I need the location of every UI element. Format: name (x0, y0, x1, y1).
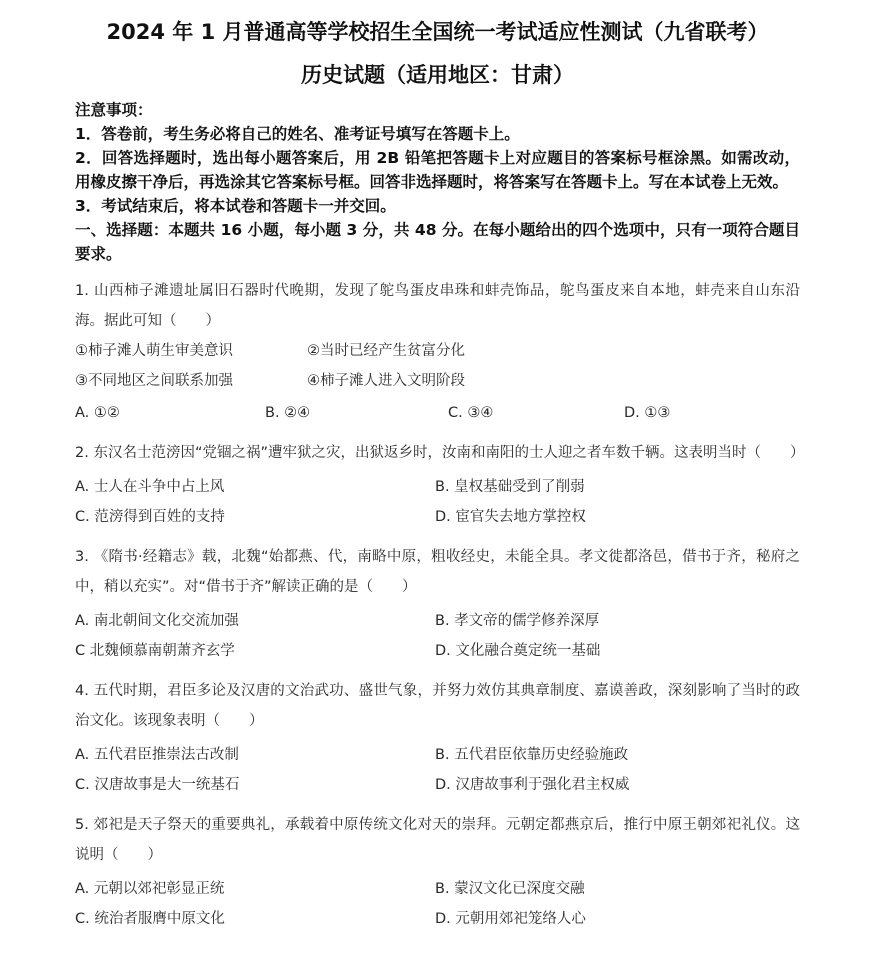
question-1-options (75, 398, 800, 428)
notice-item-3: 3．考试结束后，将本试卷和答题卡一并交回。 (75, 197, 396, 215)
notice-item-1: 1．答卷前，考生务必将自己的姓名、准考证号填写在答题卡上。 (75, 125, 520, 143)
option-a: A. 士人在斗争中占上风 (75, 479, 225, 495)
option-b: B. 皇权基础受到了削弱 (435, 479, 585, 495)
option-c: C. 汉唐故事是大一统基石 (75, 777, 240, 793)
option-c: C. 范滂得到百姓的支持 (75, 509, 225, 525)
question-5-options (75, 874, 800, 934)
question-1 (75, 276, 800, 428)
question-3-options (75, 606, 800, 666)
suboption-1: ①柿子滩人萌生审美意识 (75, 343, 233, 359)
option-c: C. ③④ (448, 405, 494, 421)
option-d: D. 宦官失去地方掌控权 (435, 509, 586, 525)
question-4 (75, 676, 800, 800)
question-2 (75, 438, 805, 532)
notice-item-2: 2．回答选择题时，选出每小题答案后，用 2B 铅笔把答题卡上对应题目的答案标号框涂黑。如需改动，用橡皮擦干净后，再选涂其它答案标号框。回答非选择题时，将答案写在答题卡上。写在本试卷上无效。 (75, 149, 800, 191)
suboption-4: ④柿子滩人进入文明阶段 (307, 373, 465, 389)
question-5 (75, 810, 800, 934)
option-a: A. ①② (75, 405, 120, 421)
notice-section (75, 98, 800, 218)
option-c: C 北魏倾慕南朝萧齐玄学 (75, 643, 235, 659)
option-d: D. 文化融合奠定统一基础 (435, 643, 601, 659)
option-b: B. 蒙汉文化已深度交融 (435, 881, 585, 897)
option-b: B. 五代君臣依靠历史经验施政 (435, 747, 629, 763)
question-4-options (75, 740, 800, 800)
option-d: D. 汉唐故事利于强化君主权威 (435, 777, 630, 793)
paper-subtitle: 历史试题（适用地区：甘肃） (301, 63, 574, 87)
question-2-stem: 2. 东汉名士范滂因“党锢之祸”遭牢狱之灾，出狱返乡时，汝南和南阳的士人迎之者车数千辆。这表明当时（ ） (75, 445, 805, 461)
option-a: A. 元朝以郊祀彰显正统 (75, 881, 225, 897)
option-b: B. 孝文帝的儒学修养深厚 (435, 613, 600, 629)
suboption-3: ③不同地区之间联系加强 (75, 373, 233, 389)
option-a: A. 五代君臣推崇法古改制 (75, 747, 239, 763)
question-1-suboptions (75, 336, 800, 396)
option-a: A. 南北朝间文化交流加强 (75, 613, 239, 629)
question-3 (75, 542, 800, 666)
question-3-stem: 3. 《隋书·经籍志》载，北魏“始都燕、代，南略中原，粗收经史，未能全具。孝文徙都洛邑，借书于齐，秘府之中，稍以充实”。对“借书于齐”解读正确的是（ ） (75, 549, 800, 595)
notice-heading: 注意事项： (75, 101, 153, 119)
option-d: D. ①③ (624, 405, 671, 421)
question-2-options (75, 472, 800, 532)
suboption-2: ②当时已经产生贫富分化 (307, 343, 465, 359)
question-1-stem: 1. 山西柿子滩遗址属旧石器时代晚期，发现了鸵鸟蛋皮串珠和蚌壳饰品，鸵鸟蛋皮来自本地，蚌壳来自山东沿海。据此可知（ ） (75, 283, 800, 329)
section-heading: 一、选择题：本题共 16 小题，每小题 3 分，共 48 分。在每小题给出的四个选项中，只有一项符合题目要求。 (75, 221, 800, 263)
question-4-stem: 4. 五代时期，君臣多论及汉唐的文治武功、盛世气象，并努力效仿其典章制度、嘉谟善政，深刻影响了当时的政治文化。该现象表明（ ） (75, 683, 800, 729)
option-d: D. 元朝用郊祀笼络人心 (435, 911, 586, 927)
option-c: C. 统治者服膺中原文化 (75, 911, 225, 927)
question-5-stem: 5. 郊祀是天子祭天的重要典礼，承载着中原传统文化对天的崇拜。元朝定都燕京后，推行中原王朝郊祀礼仪。这说明（ ） (75, 817, 800, 863)
paper-title: 2024 年 1 月普通高等学校招生全国统一考试适应性测试（九省联考） (106, 20, 769, 44)
option-b: B. ②④ (265, 405, 311, 421)
